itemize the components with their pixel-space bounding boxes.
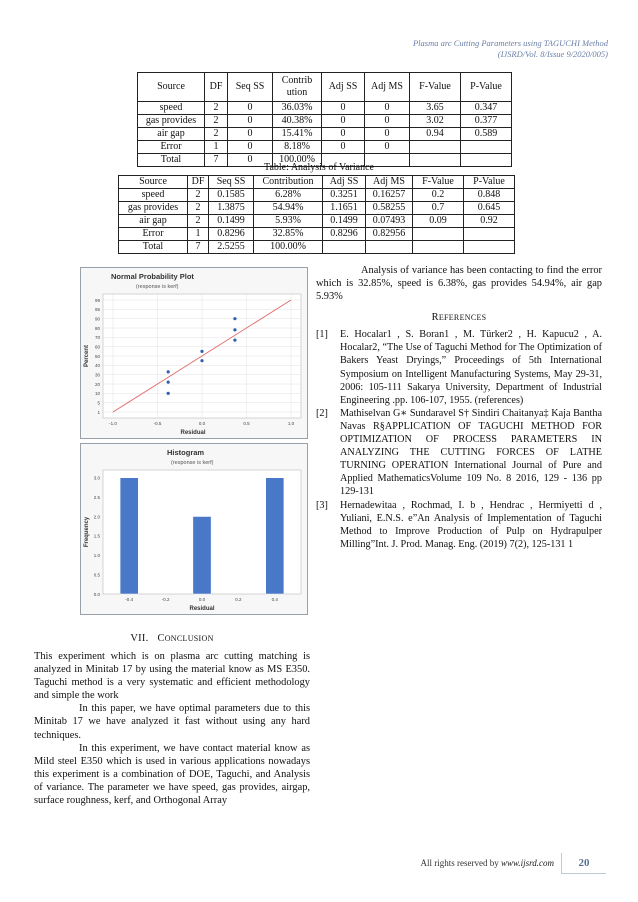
- chart-title: Normal Probability Plot: [111, 272, 194, 281]
- footer-text: [421, 858, 555, 868]
- table-cell: 2.5255: [209, 241, 254, 254]
- table-cell: gas provides: [119, 202, 188, 215]
- analysis-paragraph: Analysis of variance has been contacting to find the error which is 32.85%, speed is 6.38%, gas provides 54.94%, air gap 5.93%: [316, 265, 602, 303]
- table-row: [119, 202, 515, 215]
- y-tick-label: 30: [94, 372, 100, 378]
- table-cell: 3.02: [410, 115, 461, 128]
- table-cell: 0.09: [413, 215, 464, 228]
- table-cell: 0.3251: [323, 189, 366, 202]
- probability-plot-chart: [81, 268, 307, 438]
- y-tick-label: 0.5: [93, 572, 100, 578]
- x-axis-label: Residual: [180, 430, 206, 436]
- table-cell: 2: [188, 202, 209, 215]
- table-caption: Table: Analysis of Variance: [264, 162, 374, 173]
- table-row: [119, 228, 515, 241]
- anova-table-1: [137, 72, 512, 167]
- table-cell: 0.94: [410, 128, 461, 141]
- table-cell: 0: [365, 115, 410, 128]
- running-header: [413, 38, 608, 60]
- reference-item: [316, 328, 602, 407]
- table-header-cell: Adj MS: [366, 176, 413, 189]
- table-cell: 2: [205, 102, 228, 115]
- heading-rest: EFERENCES: [438, 313, 487, 323]
- section-initial: C: [157, 633, 165, 644]
- table-cell: 36.03%: [273, 102, 322, 115]
- y-axis-label: Percent: [84, 344, 90, 368]
- conclusion-heading: [34, 633, 310, 644]
- data-point: [167, 392, 170, 395]
- table-cell: gas provides: [138, 115, 205, 128]
- histogram-bar: [120, 478, 138, 594]
- table-cell: 0: [365, 102, 410, 115]
- header-title: Plasma arc Cutting Parameters using TAGUCHI Method: [412, 38, 608, 48]
- table-row: [138, 128, 512, 141]
- table-cell: 2: [188, 189, 209, 202]
- y-tick-labels: [94, 476, 101, 597]
- table-cell: Total: [138, 154, 205, 167]
- table-cell: 15.41%: [273, 128, 322, 141]
- table-cell: 6.28%: [254, 189, 323, 202]
- table-header-cell: Adj SS: [322, 73, 365, 102]
- y-tick-label: 3.0: [93, 475, 100, 481]
- heading-initial: R: [431, 312, 439, 324]
- table-cell: 100.00%: [273, 154, 322, 167]
- table-cell: [413, 241, 464, 254]
- table-row: [138, 115, 512, 128]
- table-cell: 0.645: [464, 202, 515, 215]
- reference-text: E. Hocalar1 , S. Boran1 , M. Türker2 , H. Kapucu2 , A. Hocalar2, “The Use of Taguchi Method for The Optimization of Bakers Yeast Dryings,” Proceedings of 5th International Symposium on Intelligent Manufacturing Systems, May 29-31, 2006: 105-111 Sakarya University, Department of Industrial Engineering .pp. 106-107, 1955. (references): [340, 329, 602, 406]
- conclusion-body: [34, 650, 310, 807]
- table-row: [119, 215, 515, 228]
- table-cell: 0.07493: [366, 215, 413, 228]
- table-header-cell: P-Value: [461, 73, 512, 102]
- reference-item: [316, 499, 602, 551]
- table-cell: 0: [365, 128, 410, 141]
- table-cell: [461, 141, 512, 154]
- y-tick-label: 90: [94, 316, 100, 322]
- table-cell: 0: [228, 128, 273, 141]
- table-cell: 0.2: [413, 189, 464, 202]
- histogram-chart: [81, 444, 307, 614]
- table-cell: Error: [138, 141, 205, 154]
- table-row: [119, 241, 515, 254]
- probability-plot-figure: [80, 267, 308, 439]
- table-header-cell: Adj SS: [323, 176, 366, 189]
- table-cell: 2: [188, 215, 209, 228]
- x-axis-label: Residual: [189, 606, 215, 612]
- table-cell: 0.347: [461, 102, 512, 115]
- table-cell: 2: [205, 115, 228, 128]
- page-number-box: [561, 853, 606, 874]
- table-cell: [410, 141, 461, 154]
- table-header-cell: Adj MS: [365, 73, 410, 102]
- table-cell: 0: [322, 115, 365, 128]
- data-point: [200, 350, 203, 353]
- x-tick-label: 0.0: [198, 421, 206, 426]
- table-header-cell: DF: [188, 176, 209, 189]
- y-tick-label: 2.0: [93, 514, 100, 520]
- y-tick-label: 40: [94, 363, 100, 369]
- table-cell: 0: [322, 128, 365, 141]
- header-volume: (IJSRD/Vol. 8/Issue 9/2020/005): [497, 49, 608, 59]
- data-point: [233, 339, 236, 342]
- table-cell: [464, 228, 515, 241]
- table-cell: 0: [322, 141, 365, 154]
- table-cell: 7: [205, 154, 228, 167]
- data-point: [167, 381, 170, 384]
- x-tick-labels: [125, 597, 278, 602]
- table-cell: 0.1499: [209, 215, 254, 228]
- table-cell: [413, 228, 464, 241]
- table-cell: speed: [119, 189, 188, 202]
- table-header-cell: Seq SS: [228, 73, 273, 102]
- histogram-bar: [193, 517, 211, 595]
- y-tick-label: 2.5: [93, 494, 100, 500]
- table-cell: 0.7: [413, 202, 464, 215]
- y-tick-label: 1: [97, 409, 100, 415]
- section-rest: ONCLUSION: [164, 634, 214, 643]
- table-header-cell: Contribution: [254, 176, 323, 189]
- data-point: [233, 317, 236, 320]
- conclusion-paragraph: This experiment which is on plasma arc cutting matching is analyzed in Minitab 17 by using the material know as MS E350. Taguchi method is a very systematic and efficient methodology and simple the work: [34, 651, 310, 702]
- data-point: [167, 370, 170, 373]
- table-cell: 0.1499: [323, 215, 366, 228]
- table-header-cell: Source: [119, 176, 188, 189]
- x-tick-label: 0.4: [271, 597, 278, 602]
- y-tick-label: 70: [94, 335, 100, 341]
- table-cell: 40.38%: [273, 115, 322, 128]
- table-cell: 0.92: [464, 215, 515, 228]
- table-cell: 5.93%: [254, 215, 323, 228]
- table-cell: [366, 241, 413, 254]
- reference-text: Mathiselvan G∗ Sundaravel S† Sindiri Chaitanya‡ Kaja Bantha Navas R§APPLICATION OF TAGUCHI METHOD FOR OPTIMIZATION OF PROCESS PARAMETERS IN ANALYZING THE CUTTING FORCES OF LATHE TURNING OPERATION International Journal of Pure and Applied MathematicsVolume 109 No. 8 2016, 129 - 136 pp 129-131: [340, 407, 602, 498]
- conclusion-paragraph: In this experiment, we have contact material know as Mild steel E350 which is used in various applications nowadays this experiment is a combination of DOE, Taguchi, and Analysis of variance. The parameter we have speed, gas provides, airgap, surface roughness, kerf, and Orthogonal Array: [34, 742, 310, 807]
- page-number: 20: [578, 857, 590, 869]
- reference-number: [2]: [316, 407, 328, 419]
- header-fragment: Contrib: [281, 75, 313, 86]
- table-header-cell: P-Value: [464, 176, 515, 189]
- table-cell: 54.94%: [254, 202, 323, 215]
- data-point: [200, 359, 203, 362]
- anova-table-2: [118, 175, 515, 254]
- table-cell: 1.3875: [209, 202, 254, 215]
- y-tick-label: 5: [97, 400, 100, 406]
- reference-number: [3]: [316, 499, 328, 511]
- y-tick-label: 20: [94, 381, 100, 387]
- table-cell: [464, 241, 515, 254]
- footer: [0, 847, 638, 869]
- table-header-row: [138, 73, 512, 102]
- table-cell: 0.589: [461, 128, 512, 141]
- table-cell: 1.1651: [323, 202, 366, 215]
- table-cell: 100.00%: [254, 241, 323, 254]
- table-cell: 0: [322, 102, 365, 115]
- histogram-bar: [266, 478, 284, 594]
- table-cell: 0: [228, 141, 273, 154]
- table-cell: 0.848: [464, 189, 515, 202]
- table-cell: 0.82956: [366, 228, 413, 241]
- table-cell: 0: [228, 154, 273, 167]
- table-cell: 0.8296: [323, 228, 366, 241]
- table-header-cell: F-Value: [413, 176, 464, 189]
- y-tick-label: 1.5: [93, 533, 100, 539]
- x-tick-label: 0.0: [198, 597, 206, 602]
- x-tick-label: -1.0: [109, 421, 117, 426]
- table-row: [138, 102, 512, 115]
- y-tick-label: 10: [94, 391, 100, 397]
- header-fragment: ution: [286, 87, 308, 98]
- table-cell: 0.16257: [366, 189, 413, 202]
- footer-site-link[interactable]: www.ijsrd.com: [500, 858, 554, 868]
- reference-number: [1]: [316, 329, 328, 341]
- x-tick-label: -0.5: [153, 421, 162, 426]
- y-tick-label: 0.0: [93, 591, 100, 597]
- data-point: [233, 328, 236, 331]
- x-tick-labels: [109, 421, 295, 426]
- table-header-cell: [273, 73, 322, 102]
- y-tick-label: 1.0: [93, 553, 100, 559]
- table-cell: speed: [138, 102, 205, 115]
- table-cell: 8.18%: [273, 141, 322, 154]
- x-tick-label: 0.5: [243, 421, 250, 426]
- y-tick-label: 50: [94, 353, 100, 359]
- table-row: [119, 189, 515, 202]
- table-cell: 0.377: [461, 115, 512, 128]
- table-cell: Error: [119, 228, 188, 241]
- table-cell: 0: [365, 141, 410, 154]
- table-cell: air gap: [119, 215, 188, 228]
- references-heading: [316, 312, 602, 323]
- reference-text: Hernadewitaa , Rochmad, I. b , Hendrac , Hermiyetti d , Yuliani, E.N.S. e”An Analysis of Implementation of Taguchi Method to Improve Production of Pulp on Hydrapulper Milling”Int. J. Prod. Manag. Eng. (2019) 7(2), 125-131 1: [340, 499, 602, 550]
- table-cell: 0.8296: [209, 228, 254, 241]
- table-cell: 3.65: [410, 102, 461, 115]
- table-cell: 0: [228, 115, 273, 128]
- table-cell: 1: [188, 228, 209, 241]
- table-row: [138, 141, 512, 154]
- reference-item: [316, 407, 602, 499]
- table-header-cell: Source: [138, 73, 205, 102]
- chart-subtitle: (response is kerf): [136, 284, 179, 290]
- x-tick-label: -0.4: [125, 597, 134, 602]
- table-header-cell: DF: [205, 73, 228, 102]
- chart-subtitle: (response is kerf): [171, 460, 214, 466]
- x-tick-label: 1.0: [287, 421, 295, 426]
- footer-rights: All rights reserved by: [420, 858, 499, 868]
- table-header-cell: F-Value: [410, 73, 461, 102]
- histogram-figure: [80, 443, 308, 615]
- section-number: VII.: [130, 633, 149, 644]
- right-column: [316, 264, 602, 551]
- table-cell: 0.58255: [366, 202, 413, 215]
- y-tick-label: 60: [94, 344, 100, 350]
- y-tick-label: 99: [94, 297, 100, 303]
- table-cell: 2: [205, 128, 228, 141]
- table-cell: 7: [188, 241, 209, 254]
- chart-title: Histogram: [167, 448, 205, 457]
- table-header-cell: Seq SS: [209, 176, 254, 189]
- conclusion-paragraph: In this paper, we have optimal parameters due to this Minitab 17 we have analyzed it fast without using any hard techniques.: [34, 703, 310, 741]
- x-tick-label: 0.2: [235, 597, 242, 602]
- table-cell: Total: [119, 241, 188, 254]
- table-header-row: [119, 176, 515, 189]
- table-cell: [323, 241, 366, 254]
- y-tick-label: 95: [94, 307, 100, 313]
- y-tick-label: 80: [94, 325, 100, 331]
- y-tick-labels: [95, 298, 101, 415]
- y-axis-label: Frequency: [84, 516, 90, 548]
- table-cell: 0.1585: [209, 189, 254, 202]
- table-cell: 0: [228, 102, 273, 115]
- table-cell: 1: [205, 141, 228, 154]
- table-cell: 32.85%: [254, 228, 323, 241]
- x-tick-label: -0.2: [161, 597, 170, 602]
- table-cell: air gap: [138, 128, 205, 141]
